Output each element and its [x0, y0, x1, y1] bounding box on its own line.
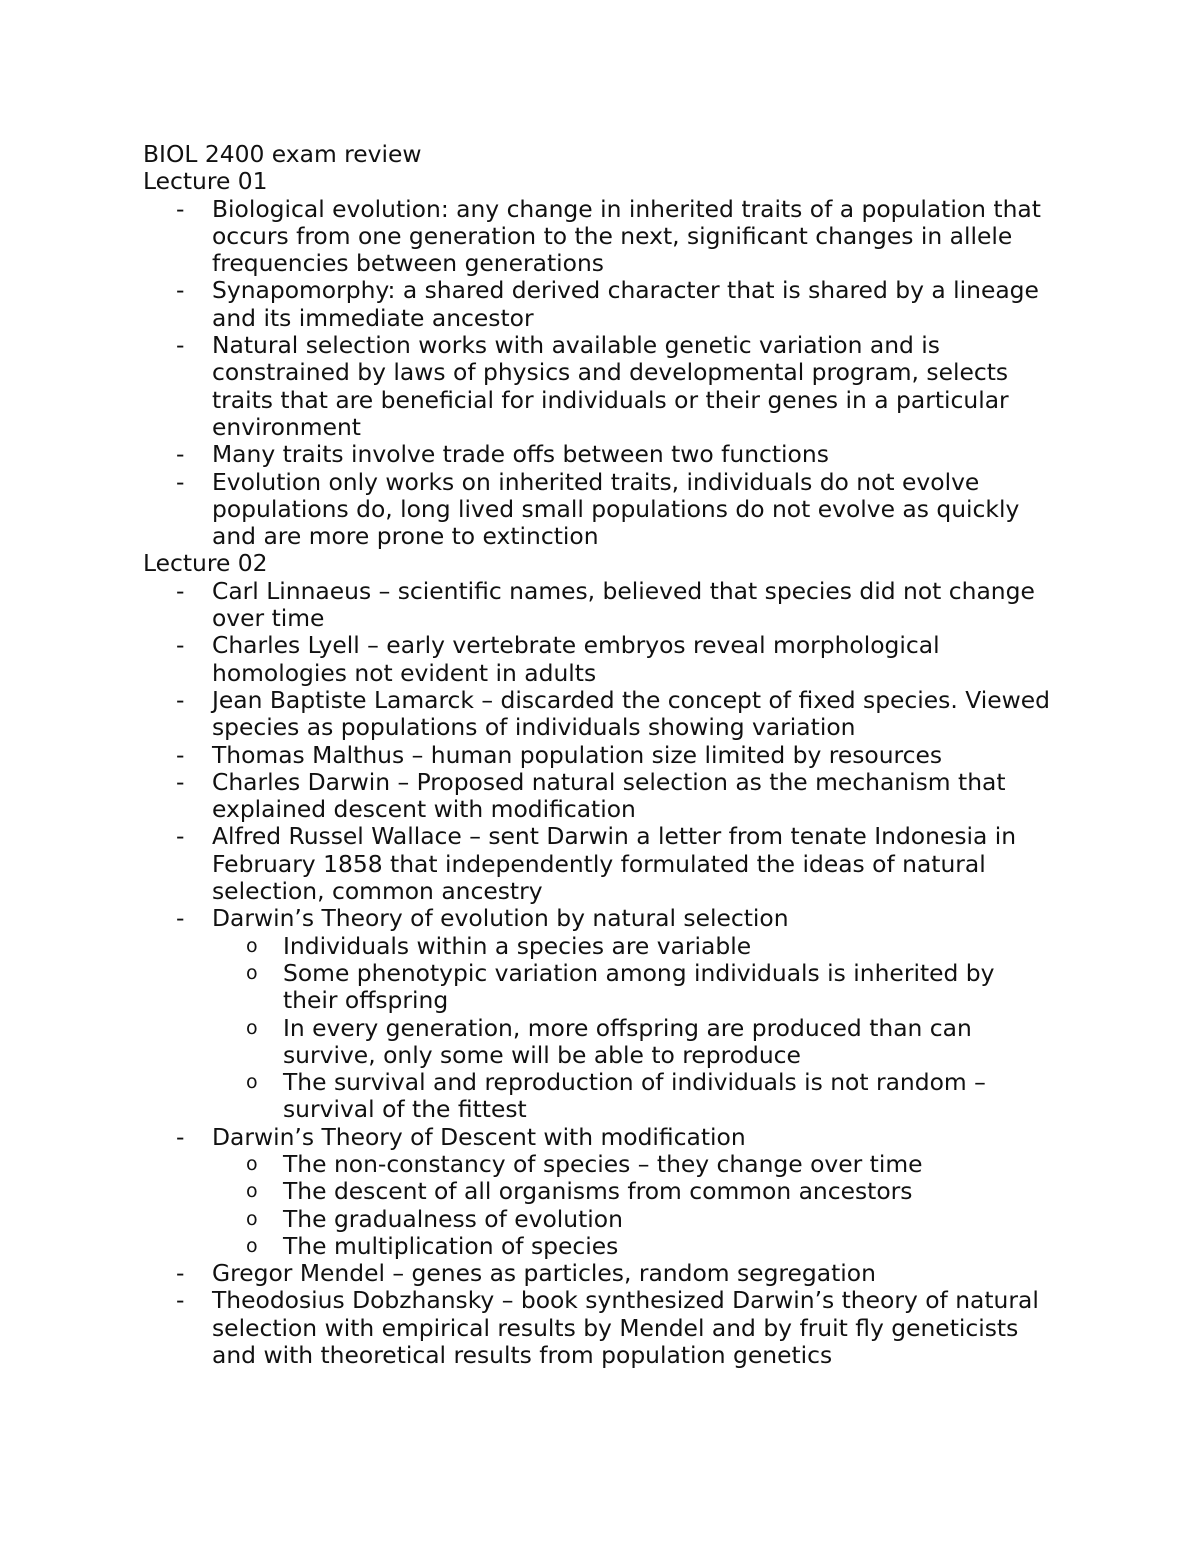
sublist-item	[212, 933, 1073, 960]
list-item-text: Theodosius Dobzhansky – book synthesized Darwin’s theory of natural selection with empirical results by Mendel and by fruit fly geneticists and with theoretical results from population genetics	[212, 1286, 1039, 1370]
list-item	[143, 332, 1073, 441]
dash-bullet: -	[176, 331, 185, 360]
section-heading-lecture-01: Lecture 01	[143, 167, 268, 196]
list-item	[143, 441, 1073, 468]
dash-bullet: -	[176, 1122, 185, 1151]
sublist-item-text: The multiplication of species	[283, 1231, 619, 1260]
dash-bullet: -	[176, 767, 185, 796]
list-item-text: Biological evolution: any change in inherited traits of a population that occurs from one generation to the next, significant changes in allele frequencies between generations	[212, 194, 1041, 278]
dash-bullet: -	[176, 685, 185, 714]
sublist-item-text: The descent of all organisms from common ancestors	[283, 1177, 913, 1206]
list-item-text: Darwin’s Theory of evolution by natural selection	[212, 904, 789, 933]
list-item-text: Gregor Mendel – genes as particles, random segregation	[212, 1259, 876, 1288]
section-heading-lecture-02: Lecture 02	[143, 549, 268, 578]
dash-bullet: -	[176, 467, 185, 496]
sublist-item-text: The non-constancy of species – they change over time	[283, 1149, 923, 1178]
dash-bullet: -	[176, 1259, 185, 1288]
document-body	[143, 141, 1073, 1369]
sublist-item	[212, 1151, 1073, 1178]
list-item	[143, 196, 1073, 278]
sublist-item-text: In every generation, more offspring are produced than can survive, only some will be able to reproduce	[283, 1013, 972, 1069]
dash-bullet: -	[176, 576, 185, 605]
list-item	[143, 469, 1073, 551]
list-item	[143, 632, 1073, 687]
sublist-item	[212, 1015, 1073, 1070]
sublist-item	[212, 1069, 1073, 1124]
list-item	[143, 742, 1073, 769]
sublist-item	[212, 1206, 1073, 1233]
circle-bullet: o	[246, 1071, 258, 1094]
sublist-item	[212, 1233, 1073, 1260]
dash-bullet: -	[176, 904, 185, 933]
dash-bullet: -	[176, 740, 185, 769]
dash-bullet: -	[176, 822, 185, 851]
sublist-item	[212, 960, 1073, 1015]
dash-bullet: -	[176, 276, 185, 305]
list-item	[143, 823, 1073, 905]
list-item-text: Natural selection works with available genetic variation and is constrained by laws of physics and developmental program, selects traits that are beneficial for individuals or their genes in a particular environment	[212, 331, 1009, 441]
list-item-text: Darwin’s Theory of Descent with modification	[212, 1122, 746, 1151]
dash-bullet: -	[176, 631, 185, 660]
circle-bullet: o	[246, 961, 258, 984]
sublist-item-text: Individuals within a species are variable	[283, 931, 752, 960]
circle-bullet: o	[246, 1180, 258, 1203]
sublist-item-text: Some phenotypic variation among individuals is inherited by their offspring	[283, 958, 995, 1015]
list-item-text: Thomas Malthus – human population size limited by resources	[212, 740, 943, 769]
document-title: BIOL 2400 exam review	[143, 140, 422, 168]
circle-bullet: o	[246, 1152, 258, 1175]
sublist-item-text: The gradualness of evolution	[283, 1204, 623, 1233]
list-item	[143, 1287, 1073, 1369]
sublist-natural-selection	[212, 933, 1073, 1124]
list-item-text: Carl Linnaeus – scientific names, believed that species did not change over time	[212, 576, 1035, 633]
list-item-text: Synapomorphy: a shared derived character that is shared by a lineage and its immediate ancestor	[212, 276, 1039, 332]
list-item-text: Evolution only works on inherited traits, individuals do not evolve populations do, long lived small populations do not evolve as quickly and are more prone to extinction	[212, 467, 1020, 551]
list-item	[143, 769, 1073, 824]
dash-bullet: -	[176, 1286, 185, 1315]
list-item	[143, 578, 1073, 633]
sublist-descent-modification	[212, 1151, 1073, 1260]
list-item	[143, 1124, 1073, 1260]
lecture-02-list	[143, 578, 1073, 1370]
list-item	[143, 687, 1073, 742]
lecture-01-list	[143, 196, 1073, 551]
list-item-text: Many traits involve trade offs between two functions	[212, 440, 829, 469]
list-item-text: Charles Darwin – Proposed natural selection as the mechanism that explained descent with modification	[212, 767, 1006, 824]
list-item	[143, 1260, 1073, 1287]
list-item-text: Charles Lyell – early vertebrate embryos reveal morphological homologies not evident in adults	[212, 631, 940, 687]
list-item-text: Alfred Russel Wallace – sent Darwin a letter from tenate Indonesia in February 1858 that independently formulated the ideas of natural selection, common ancestry	[212, 822, 1017, 906]
dash-bullet: -	[176, 194, 185, 223]
circle-bullet: o	[246, 934, 258, 957]
list-item-text: Jean Baptiste Lamarck – discarded the concept of fixed species. Viewed species as populations of individuals showing variation	[212, 685, 1050, 742]
sublist-item-text: The survival and reproduction of individuals is not random – survival of the fittest	[283, 1068, 986, 1124]
circle-bullet: o	[246, 1016, 258, 1039]
sublist-item	[212, 1178, 1073, 1205]
list-item	[143, 277, 1073, 332]
circle-bullet: o	[246, 1234, 258, 1257]
dash-bullet: -	[176, 440, 185, 469]
list-item	[143, 905, 1073, 1123]
circle-bullet: o	[246, 1207, 258, 1230]
